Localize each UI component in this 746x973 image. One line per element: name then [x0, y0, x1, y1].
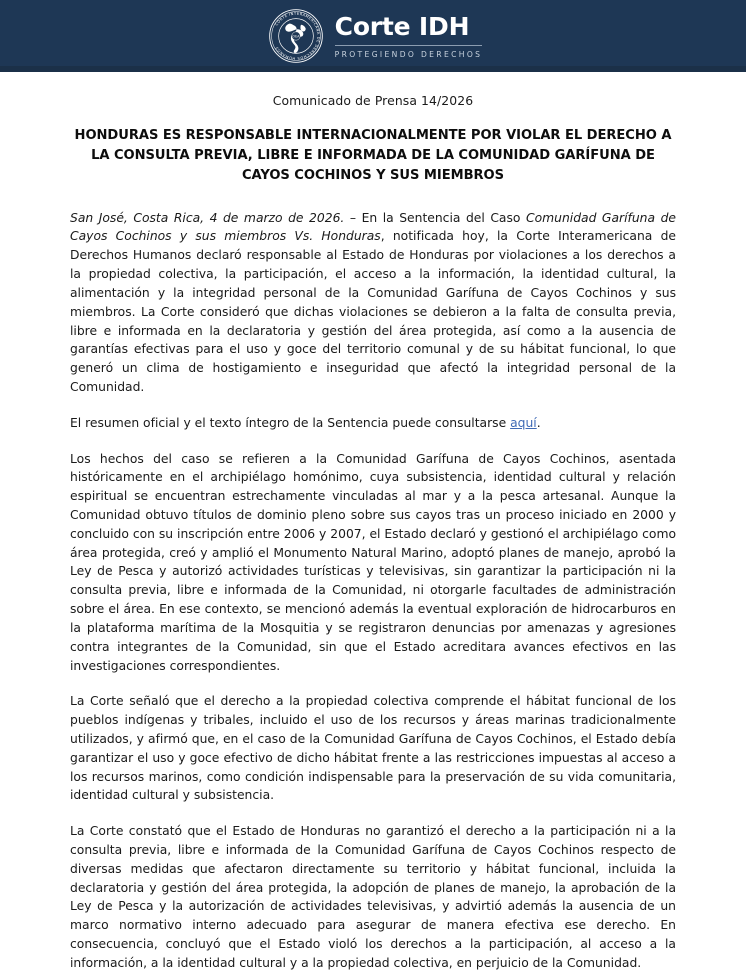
dateline: San José, Costa Rica, 4 de marzo de 2026. [70, 210, 345, 225]
brand-title: Corte IDH [334, 12, 470, 42]
header-bottom-band [0, 66, 746, 72]
case-name: Comunidad Garífuna de Cayos Cochinos y sus miembros Vs. Honduras [70, 210, 676, 244]
paragraph-collective-property: La Corte señaló que el derecho a la propiedad colectiva comprende el hábitat funcional de los pueblos indígenas y tribales, incluido el uso de los recursos y áreas marinas tradicionalmente utilizados, y afirmó que, en el caso de la Comunidad Garífuna de Cayos Cochinos, el Estado debía garantizar el uso y goce efectivo de dicho hábitat frente a las restricciones impuestas al acceso a los recursos marinos, como condición indispensable para la preservación de su vida comunitaria, identidad cultural y subsistencia. [70, 694, 676, 803]
brand-divider [335, 45, 483, 46]
svg-text:OEA: OEA [292, 34, 300, 39]
summary-text-before-link: El resumen oficial y el texto íntegro de la Sentencia puede consultarse [70, 415, 511, 430]
brand-text-block [335, 13, 483, 58]
press-release-document [0, 93, 746, 973]
corte-idh-seal-icon [268, 8, 324, 64]
press-release-number: Comunicado de Prensa 14/2026 [272, 93, 474, 108]
summary-text-after-link: . [536, 415, 541, 430]
paragraph-consultation: La Corte constató que el Estado de Honduras no garantizó el derecho a la participación ni a la consulta previa, libre e informada de la Comunidad Garífuna de Cayos Cochinos respecto de diversas medidas que afectaron directamente su territorio y hábitat funcional, incluida la declaratoria y gestión del área protegida, la adopción de planes de manejo, la aprobación de la Ley de Pesca y la autorización de actividades televisivas, y advirtió además la ausencia de un marco normativo interno adecuado para asegurar de manera efectiva ese derecho. En consecuencia, concluyó que el Estado violó los derechos a la participación, al acceso a la información, a la identidad cultural y a la propiedad colectiva, en perjuicio de la Comunidad. [70, 824, 676, 970]
page-title: HONDURAS ES RESPONSABLE INTERNACIONALMENTE POR VIOLAR EL DERECHO A LA CONSULTA PREVIA, LIBRE E INFORMADA DE LA COMUNIDAD GARÍFUNA DE CAYOS COCHINOS Y SUS MIEMBROS [74, 128, 672, 183]
sentencia-link[interactable]: aquí [510, 415, 537, 430]
site-header [0, 0, 746, 72]
intro-before-case: En la Sentencia del Caso [361, 210, 526, 225]
corte-idh-brand [268, 8, 483, 64]
svg-text:CORTE INTERAMERICANA DE DERECH: CORTE INTERAMERICANA DE DERECHOS HUMANOS [274, 11, 320, 61]
paragraph-summary-link [70, 414, 676, 433]
paragraph-intro [70, 209, 676, 397]
paragraph-facts: Los hechos del caso se refieren a la Comunidad Garífuna de Cayos Cochinos, asentada históricamente en el archipiélago homónimo, cuya subsistencia, identidad cultural y relación espiritual se encuentran estrechamente vinculadas al mar y a la pesca artesanal. Aunque la Comunidad obtuvo títulos de dominio pleno sobre sus cayos tras un proceso iniciado en 2000 y concluido con su inscripción entre 2006 y 2007, el Estado declaró y gestionó el archipiélago como área protegida, creó y amplió el Monumento Natural Marino, adoptó planes de manejo, aprobó la Ley de Pesca y autorizó actividades turísticas y televisivas, sin garantizar la participación ni la consulta previa, libre e informada de la Comunidad, ni otorgarle facultades de administración sobre el área. En ese contexto, se mencionó además la eventual exploración de hidrocarburos en la plataforma marítima de la Mosquitia y se registraron denuncias por amenazas y agresiones contra integrantes de la Comunidad, sin que el Estado acreditara avances efectivos en las investigaciones correspondientes. [70, 451, 676, 673]
intro-after-case: , notificada hoy, la Corte Interamericana de Derechos Humanos declaró responsable al Estado de Honduras por violaciones a los derechos a la propiedad colectiva, la participación, el acceso a la información, la identidad cultural, la alimentación y la integridad personal de la Comunidad Garífuna de Cayos Cochinos y sus miembros. La Corte consideró que dichas violaciones se debieron a la falta de consulta previa, libre e informada en la declaratoria y gestión del área protegida, así como a la ausencia de garantías efectivas para el uso y goce del territorio comunal y de su hábitat funcional, lo que generó un clima de hostigamiento e inseguridad que afectó la integridad personal de la Comunidad. [70, 229, 676, 394]
brand-subtitle: PROTEGIENDO DERECHOS [334, 49, 483, 59]
dateline-dash: – [344, 210, 362, 225]
